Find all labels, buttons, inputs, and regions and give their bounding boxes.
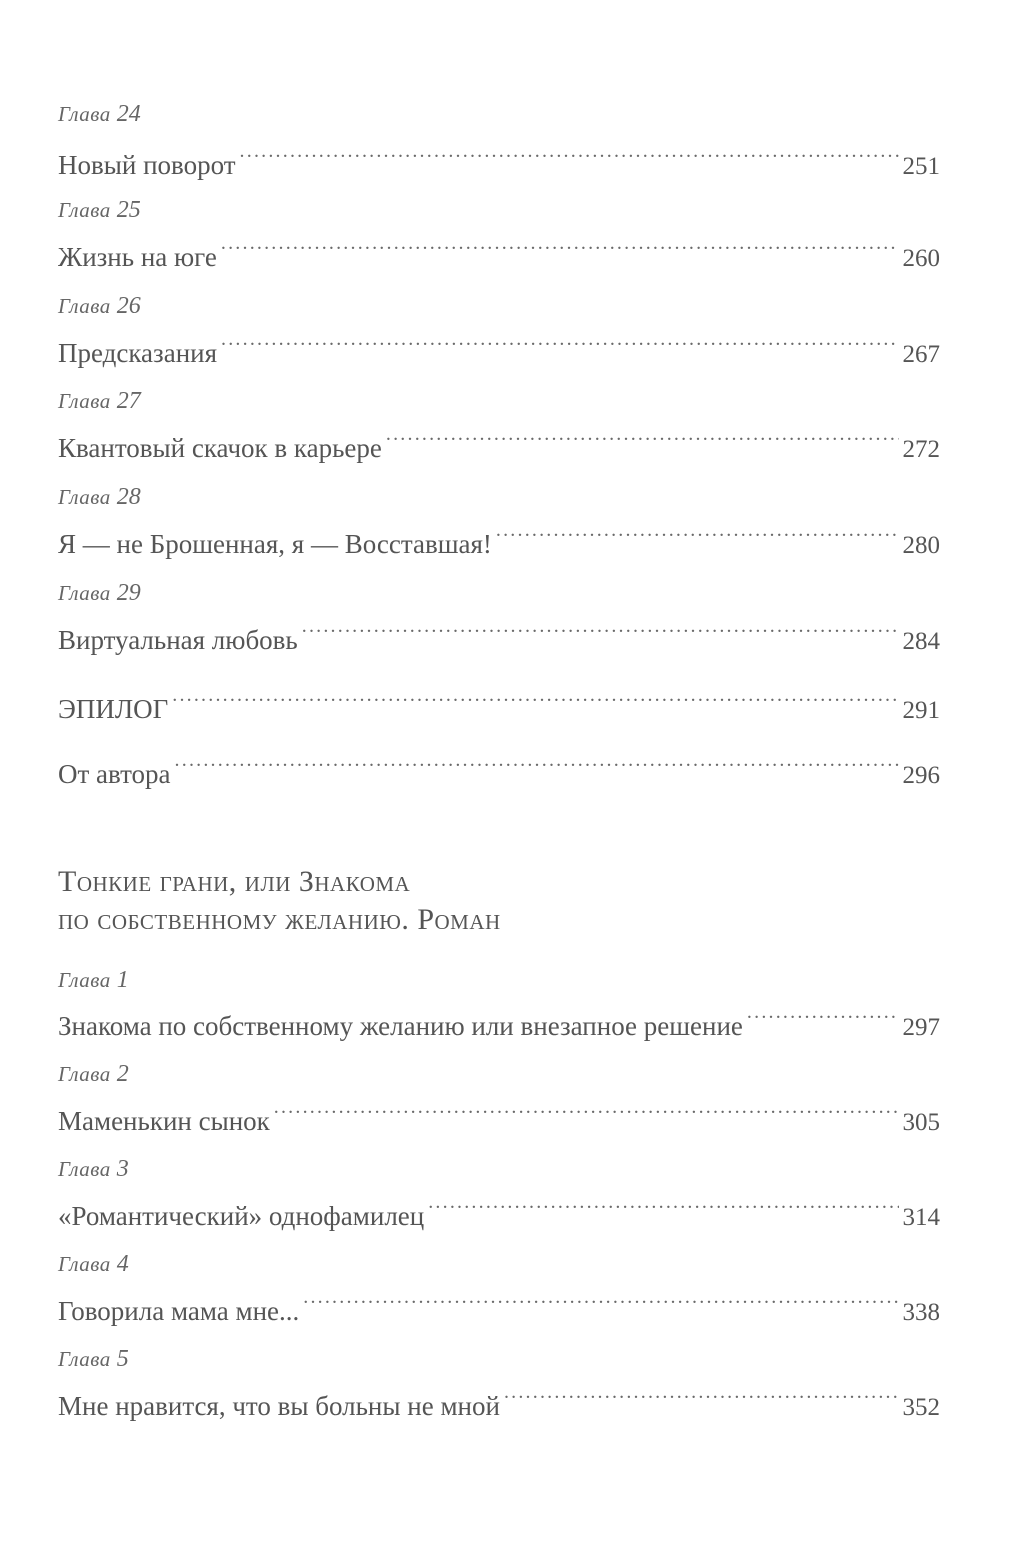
dot-leader [428, 1193, 898, 1225]
chapter-label [58, 1345, 129, 1373]
toc-line [58, 234, 940, 275]
dot-leader [172, 686, 898, 718]
toc-line [58, 330, 940, 371]
dot-leader [274, 1098, 899, 1130]
chapter-number: 26 [116, 293, 141, 319]
dot-leader [747, 1003, 899, 1035]
toc-line [58, 1003, 940, 1044]
toc-title: Знакома по собственному желанию или внезапное решение [58, 1011, 743, 1041]
dot-leader [302, 617, 899, 649]
chapter-word: Глава [58, 198, 111, 222]
chapter-label [58, 196, 141, 224]
toc-title: Мне нравится, что вы больны не мной [58, 1391, 500, 1421]
chapter-word: Глава [58, 294, 111, 318]
toc-title: Новый поворот [58, 150, 236, 180]
section-heading-line2: по собственному желанию. Роман [58, 903, 501, 936]
toc-line [58, 617, 940, 658]
dot-leader [504, 1383, 899, 1415]
dot-leader [303, 1288, 898, 1320]
page-number: 284 [902, 628, 940, 655]
chapter-word: Глава [58, 389, 111, 413]
toc-title: Маменькин сынок [58, 1106, 270, 1136]
page-number: 260 [902, 245, 940, 272]
toc-title: Предсказания [58, 338, 218, 368]
chapter-label [58, 292, 141, 320]
chapter-label [58, 387, 141, 415]
page-number: 251 [902, 153, 940, 180]
toc-title: Говорила мама мне... [58, 1296, 300, 1326]
dot-leader [175, 751, 899, 783]
dot-leader [386, 425, 899, 457]
toc-title: Квантовый скачок в карьере [58, 433, 382, 463]
chapter-number: 25 [116, 197, 141, 223]
toc-line [58, 142, 940, 183]
toc-title: Я — не Брошенная, я — Восставшая! [58, 529, 492, 559]
dot-leader [221, 234, 899, 266]
chapter-label [58, 100, 141, 128]
chapter-word: Глава [58, 1252, 111, 1276]
chapter-number: 28 [116, 484, 141, 510]
chapter-label [58, 1250, 129, 1278]
dot-leader [496, 521, 899, 553]
chapter-label [58, 579, 141, 607]
page-number: 314 [902, 1204, 940, 1231]
chapter-word: Глава [58, 968, 111, 992]
toc-line [58, 521, 940, 562]
chapter-number: 4 [116, 1251, 129, 1277]
toc-title: Жизнь на юге [58, 242, 217, 272]
page-number: 291 [902, 697, 940, 724]
chapter-number: 27 [116, 388, 141, 414]
chapter-word: Глава [58, 581, 111, 605]
dot-leader [221, 330, 898, 362]
chapter-word: Глава [58, 485, 111, 509]
chapter-label [58, 966, 129, 994]
chapter-word: Глава [58, 1347, 111, 1371]
toc-title: Виртуальная любовь [58, 625, 298, 655]
toc-line [58, 751, 940, 792]
toc-line [58, 1288, 940, 1329]
page-number: 296 [902, 762, 940, 789]
page-number: 352 [902, 1394, 940, 1421]
chapter-number: 2 [116, 1061, 129, 1087]
chapter-number: 29 [116, 580, 141, 606]
page-number: 280 [902, 532, 940, 559]
section-heading-line1: Тонкие грани, или Знакома [58, 865, 411, 898]
chapter-number: 5 [116, 1346, 129, 1372]
page-number: 267 [902, 341, 940, 368]
chapter-number: 3 [116, 1156, 129, 1182]
toc-line [58, 1383, 940, 1424]
toc-title: От автора [58, 759, 171, 789]
chapter-number: 24 [116, 101, 141, 127]
dot-leader [240, 142, 899, 174]
chapter-word: Глава [58, 1157, 111, 1181]
toc-line [58, 1193, 940, 1234]
toc-line [58, 425, 940, 466]
toc-title: ЭПИЛОГ [58, 694, 169, 724]
chapter-number: 1 [116, 967, 129, 993]
toc-line [58, 1098, 940, 1139]
chapter-word: Глава [58, 102, 111, 126]
page-number: 272 [902, 436, 940, 463]
page-number: 297 [902, 1014, 940, 1041]
page-number: 305 [902, 1109, 940, 1136]
toc-line [58, 686, 940, 727]
toc-title: «Романтический» однофамилец [58, 1201, 425, 1231]
chapter-label [58, 1155, 129, 1183]
page-number: 338 [902, 1299, 940, 1326]
chapter-label [58, 483, 141, 511]
chapter-label [58, 1060, 129, 1088]
chapter-word: Глава [58, 1062, 111, 1086]
